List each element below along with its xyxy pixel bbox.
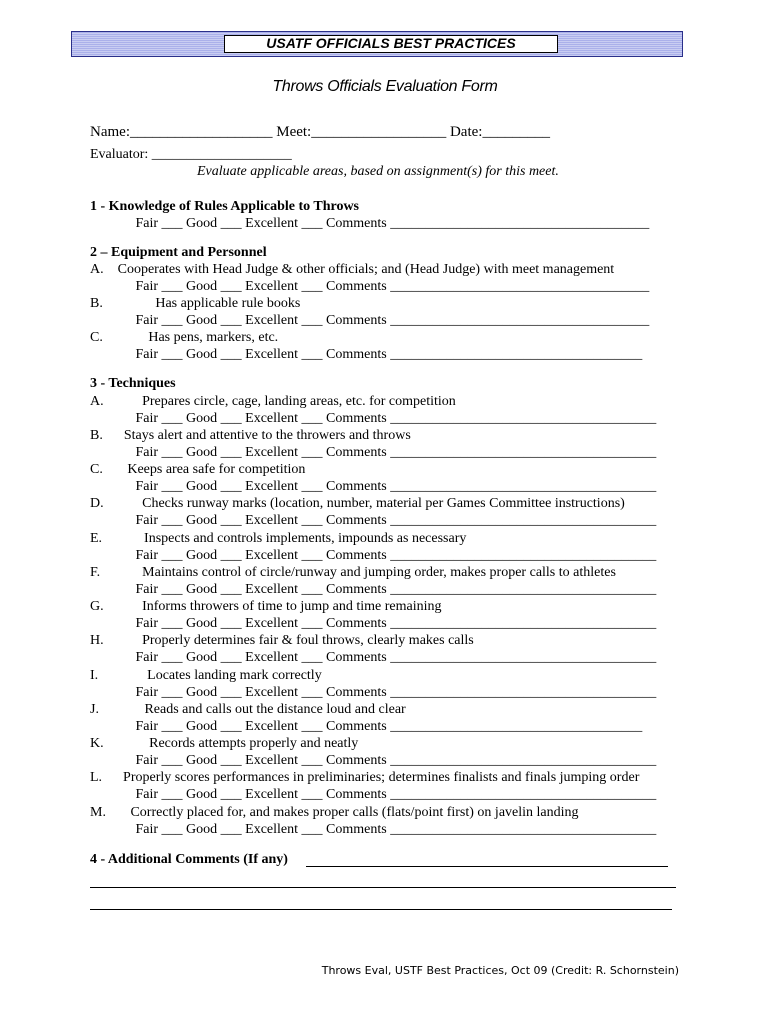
banner-title: USATF OFFICIALS BEST PRACTICES <box>224 35 558 53</box>
item-line: A. Cooperates with Head Judge & other officials; and (Head Judge) with meet management <box>90 262 615 277</box>
rating-line: Fair ___ Good ___ Excellent ___ Comments _____________________________________ <box>90 313 650 328</box>
item-line: D. Checks runway marks (location, number, material per Games Committee instructions) <box>90 496 625 511</box>
comment-line <box>306 866 668 867</box>
rating-line: Fair ___ Good ___ Excellent ___ Comments _____________________________________ <box>90 279 650 294</box>
item-line: B. Stays alert and attentive to the throwers and throws <box>90 428 411 443</box>
section-3-heading: 3 - Techniques <box>90 376 176 391</box>
rating-line: Fair ___ Good ___ Excellent ___ Comments ____________________________________ <box>90 719 643 734</box>
section-1-heading: 1 - Knowledge of Rules Applicable to Throws <box>90 199 360 214</box>
form-title: Throws Officials Evaluation Form <box>272 78 498 95</box>
evaluator-line: Evaluator: ____________________ <box>90 147 292 162</box>
rating-line: Fair ___ Good ___ Excellent ___ Comments ______________________________________ <box>90 582 657 597</box>
item-line: I. Locates landing mark correctly <box>90 668 322 683</box>
rating-line: Fair ___ Good ___ Excellent ___ Comments ______________________________________ <box>90 822 657 837</box>
footer-credit: Throws Eval, USTF Best Practices, Oct 09 (Credit: R. Schornstein) <box>321 964 679 977</box>
item-line: H. Properly determines fair & foul throws, clearly makes calls <box>90 633 474 648</box>
comment-line <box>90 909 672 910</box>
instruction-text: Evaluate applicable areas, based on assignment(s) for this meet. <box>197 164 559 179</box>
item-line: F. Maintains control of circle/runway and jumping order, makes proper calls to athletes <box>90 565 616 580</box>
item-line: C. Keeps area safe for competition <box>90 462 306 477</box>
rating-line: Fair ___ Good ___ Excellent ___ Comments ______________________________________ <box>90 548 657 563</box>
rating-line: Fair ___ Good ___ Excellent ___ Comments ______________________________________ <box>90 513 657 528</box>
item-line: J. Reads and calls out the distance loud and clear <box>90 702 406 717</box>
rating-line: Fair ___ Good ___ Excellent ___ Comments ______________________________________ <box>90 616 657 631</box>
rating-line: Fair ___ Good ___ Excellent ___ Comments ______________________________________ <box>90 445 657 460</box>
item-line: M. Correctly placed for, and makes proper calls (flats/point first) on javelin landing <box>90 805 579 820</box>
item-line: G. Informs throwers of time to jump and time remaining <box>90 599 442 614</box>
rating-line: Fair ___ Good ___ Excellent ___ Comments ______________________________________ <box>90 479 657 494</box>
item-line: K. Records attempts properly and neatly <box>90 736 359 751</box>
item-line: B. Has applicable rule books <box>90 296 301 311</box>
rating-line: Fair ___ Good ___ Excellent ___ Comments ______________________________________ <box>90 787 657 802</box>
header-banner <box>71 31 683 57</box>
item-line: E. Inspects and controls implements, impounds as necessary <box>90 531 467 546</box>
item-line: A. Prepares circle, cage, landing areas, etc. for competition <box>90 394 456 409</box>
item-line: C. Has pens, markers, etc. <box>90 330 279 345</box>
section-2-heading: 2 – Equipment and Personnel <box>90 245 267 260</box>
rating-line: Fair ___ Good ___ Excellent ___ Comments ______________________________________ <box>90 650 657 665</box>
rating-line: Fair ___ Good ___ Excellent ___ Comments ____________________________________ <box>90 347 643 362</box>
comment-line <box>90 887 676 888</box>
rating-line: Fair ___ Good ___ Excellent ___ Comments _____________________________________ <box>90 216 650 231</box>
item-line: L. Properly scores performances in preliminaries; determines finalists and finals jumping order <box>90 770 640 785</box>
rating-line: Fair ___ Good ___ Excellent ___ Comments ______________________________________ <box>90 411 657 426</box>
name-meet-date-line: Name:___________________ Meet:__________________ Date:_________ <box>90 124 550 140</box>
rating-line: Fair ___ Good ___ Excellent ___ Comments ______________________________________ <box>90 685 657 700</box>
section-4-heading: 4 - Additional Comments (If any) <box>90 852 288 867</box>
rating-line: Fair ___ Good ___ Excellent ___ Comments ______________________________________ <box>90 753 657 768</box>
